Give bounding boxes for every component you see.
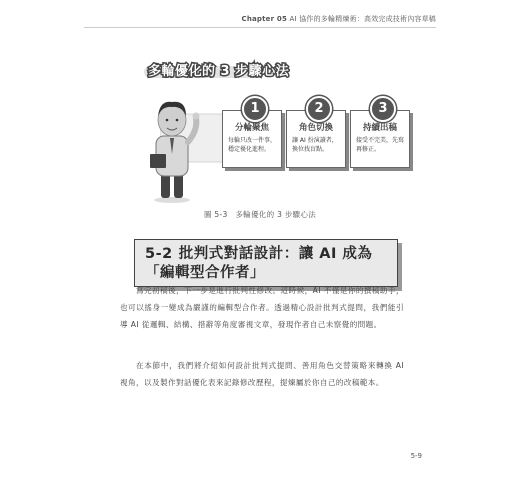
figure-3-steps bbox=[130, 56, 410, 206]
running-head bbox=[241, 14, 436, 24]
step-description: 每輪只改一件事，穩定優化進程。 bbox=[228, 137, 277, 153]
person-illustration bbox=[144, 94, 204, 204]
running-head-title: AI 協作的多輪精煉術：高效完成技術內容草稿 bbox=[289, 15, 436, 23]
section-title: 批判式對話設計：讓 AI 成為「編輯型合作者」 bbox=[145, 246, 373, 281]
step-description: 讓 AI 扮演讀者，換位找盲點。 bbox=[292, 137, 338, 153]
section-number: 5-2 bbox=[145, 246, 173, 262]
section-heading-box bbox=[134, 239, 398, 287]
section-heading bbox=[145, 245, 391, 283]
step-number-badge: 3 bbox=[370, 96, 396, 122]
step-title: 角色切換 bbox=[298, 123, 333, 133]
step-number-badge: 2 bbox=[306, 96, 332, 122]
header-rule bbox=[84, 27, 436, 28]
step-title: 持續出稿 bbox=[362, 123, 397, 133]
figure-caption: 圖 5-3 多輪優化的 3 步驟心法 bbox=[203, 210, 317, 219]
step-card-3 bbox=[350, 96, 410, 168]
step-title: 分輪聚焦 bbox=[234, 123, 269, 133]
step-card-2 bbox=[286, 96, 346, 168]
step-card-1 bbox=[222, 96, 282, 168]
figure-title: 多輪優化的 3 步驟心法 bbox=[148, 64, 290, 79]
page-number: 5-9 bbox=[410, 452, 422, 460]
body-paragraph-1: 寫完初稿後，下一步是進行批判性修改。這時候，AI 不僅是你的撰稿助手，也可以搖身一變成為嚴謹的編輯型合作者。透過精心設計批判式提問，我們能引導 AI 從邏輯、結構、措辭等角度審視文章，發現作者自己未察覺的問題。 bbox=[120, 286, 404, 329]
step-description: 接受不完美，先寫再修正。 bbox=[356, 137, 405, 153]
step-number-badge: 1 bbox=[242, 96, 268, 122]
body-paragraph-2: 在本節中，我們將介紹如何設計批判式提問、善用角色交替策略來轉換 AI 視角，以及製作對話優化表來記錄修改歷程，提煉屬於你自己的改稿範本。 bbox=[120, 361, 404, 387]
running-head-chapter: Chapter 05 bbox=[241, 15, 288, 23]
